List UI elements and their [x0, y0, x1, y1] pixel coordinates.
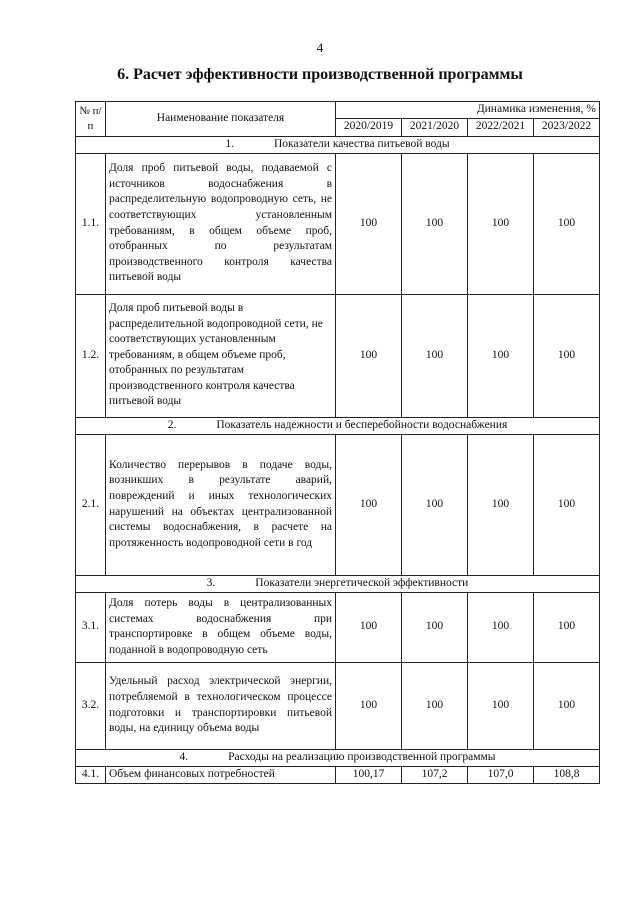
row-value: 100	[468, 153, 534, 294]
row-value: 100	[402, 434, 468, 575]
header-year: 2023/2022	[534, 118, 600, 136]
table-row	[76, 153, 600, 294]
row-value: 100	[534, 294, 600, 417]
row-name: Доля потерь воды в централизованных системах водоснабжения при транспортировке в общем объеме воды, поданной в водопроводную сеть	[106, 592, 336, 662]
row-number: 1.1.	[76, 153, 106, 294]
row-value: 100	[336, 434, 402, 575]
header-dynamics: Динамика изменения, %	[336, 102, 600, 119]
row-value: 100	[468, 434, 534, 575]
row-number: 3.1.	[76, 592, 106, 662]
page-title: 6. Расчет эффективности производственной программы	[117, 66, 523, 83]
section-heading	[76, 575, 600, 592]
header-name: Наименование показателя	[106, 102, 336, 137]
row-name: Объем финансовых потребностей	[106, 766, 336, 783]
row-value: 100	[534, 153, 600, 294]
header-num: № п/п	[76, 102, 106, 137]
header-year: 2021/2020	[402, 118, 468, 136]
row-value: 100	[336, 662, 402, 749]
row-number: 4.1.	[76, 766, 106, 783]
row-number: 3.2.	[76, 662, 106, 749]
row-value: 100	[468, 592, 534, 662]
row-number: 2.1.	[76, 434, 106, 575]
table-row	[76, 592, 600, 662]
section-title: Расходы на реализацию производственной программы	[228, 750, 496, 763]
row-value: 100	[336, 153, 402, 294]
header-year: 2020/2019	[336, 118, 402, 136]
row-value: 100	[402, 662, 468, 749]
table-row	[76, 662, 600, 749]
row-value: 100	[534, 434, 600, 575]
section-title: Показатели энергетической эффективности	[255, 576, 469, 589]
section-title: Показатель надежности и бесперебойности водоснабжения	[216, 418, 508, 431]
row-value: 100	[468, 662, 534, 749]
row-value: 100	[336, 592, 402, 662]
row-value: 100	[534, 662, 600, 749]
row-value: 107,0	[468, 766, 534, 783]
section-title: Показатели качества питьевой воды	[274, 137, 450, 150]
table-row	[76, 766, 600, 783]
section-row	[76, 749, 600, 766]
row-value: 100	[402, 592, 468, 662]
row-value: 108,8	[534, 766, 600, 783]
section-row	[76, 417, 600, 434]
section-number: 2.	[167, 418, 177, 431]
row-name: Доля проб питьевой воды в распределительной водопроводной сети, не соответствующих установленным требованиям, в общем объеме проб, отобранных по результатам производственного контроля качества питьевой воды	[106, 294, 336, 417]
section-row	[76, 575, 600, 592]
row-value: 100	[534, 592, 600, 662]
efficiency-table	[75, 101, 600, 784]
row-name: Количество перерывов в подаче воды, возникших в результате аварий, повреждений и иных технологических нарушений на объектах централизованной системы водоснабжения, в расчете на протяженность водопроводной сети в год	[106, 434, 336, 575]
row-name: Удельный расход электрической энергии, потребляемой в технологическом процессе подготовки и транспортировки питьевой воды, на единицу объема воды	[106, 662, 336, 749]
section-heading	[76, 136, 600, 153]
section-heading	[76, 417, 600, 434]
row-value: 107,2	[402, 766, 468, 783]
section-number: 3.	[206, 576, 216, 589]
row-value: 100,17	[336, 766, 402, 783]
section-number: 4.	[179, 750, 189, 763]
table-row	[76, 434, 600, 575]
row-number: 1.2.	[76, 294, 106, 417]
page-number: 4	[316, 40, 324, 55]
section-heading	[76, 749, 600, 766]
table-row	[76, 294, 600, 417]
section-row	[76, 136, 600, 153]
section-number: 1.	[225, 137, 234, 150]
row-value: 100	[336, 294, 402, 417]
row-value: 100	[468, 294, 534, 417]
header-year: 2022/2021	[468, 118, 534, 136]
row-value: 100	[402, 153, 468, 294]
row-value: 100	[402, 294, 468, 417]
row-name: Доля проб питьевой воды, подаваемой с источников водоснабжения в распределительную водопроводную сеть, не соответствующих установленным требованиям, в общем объеме проб, отобранных по результатам производственного контроля качества питьевой воды	[106, 153, 336, 294]
